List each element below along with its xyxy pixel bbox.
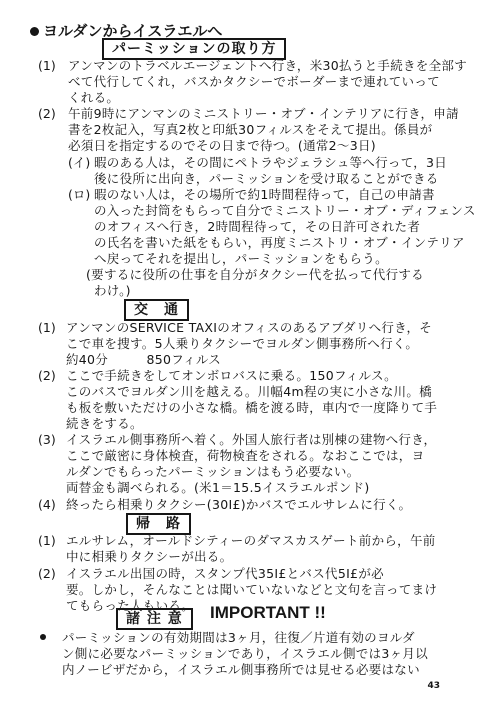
permit-sub-ro-line-2: の入った封筒をもらって自分でミニストリー・オブ・ディフェンス bbox=[94, 203, 476, 218]
section-title-return: 帰 路 bbox=[126, 513, 191, 535]
permit-sub-i-line-1: 暇のある人は，その間にペトラやジェラシュ等へ行って，3日 bbox=[94, 155, 448, 170]
return-item-2-num: (2) bbox=[38, 566, 56, 581]
section-title-permit: パーミッションの取り方 bbox=[102, 38, 286, 60]
heading-bullet-icon bbox=[30, 27, 39, 36]
transport-item-2-line-4: 続きをする。 bbox=[66, 416, 143, 431]
permit-item-1-num: (1) bbox=[38, 58, 56, 73]
transport-item-4-line-1: 終ったら相乗りタクシー(30I£)かバスでエルサレムに行く。 bbox=[66, 497, 412, 512]
page-number: 43 bbox=[427, 681, 440, 691]
permit-sub-ro-line-6: (要するに役所の仕事を自分がタクシー代を払って代行する bbox=[86, 267, 424, 282]
permit-sub-ro-line-3: のオフィスへ行き，2時間程待って，その日許可された者 bbox=[94, 219, 421, 234]
return-item-2-line-2: 要。しかし，そんなことは聞いていないなどと文句を言ってまけ bbox=[66, 582, 438, 597]
permit-sub-i-line-2: 後に役所に出向き，パーミッションを受け取ることができる bbox=[94, 171, 439, 186]
transport-item-3-line-4: 両替金も調べられる。(米1＝15.5イスラエルポンド) bbox=[66, 480, 370, 495]
notes-line-2: ン側に必要なパーミッションであり，イスラエル側では3ヶ月以 bbox=[62, 646, 429, 661]
transport-item-3-line-1: イスラエル側事務所へ着く。外国人旅行者は別棟の建物へ行き， bbox=[66, 432, 437, 447]
transport-item-3-line-3: ルダンでもらったパーミッションはもう必要ない。 bbox=[66, 464, 360, 479]
transport-item-1-line-1: アンマンのSERVICE TAXIのオフィスのあるアブダリへ行き，そ bbox=[66, 320, 433, 335]
notes-line-3: 内ノービザだから，イスラエル側事務所では見せる必要はない bbox=[62, 662, 420, 677]
transport-item-4-num: (4) bbox=[38, 497, 56, 512]
transport-item-1-line-3: 約40分 850フィルス bbox=[66, 352, 222, 367]
transport-item-2-line-2: このバスでヨルダン川を越える。川幅4m程の実に小さな川。橋 bbox=[66, 384, 432, 399]
permit-sub-ro-line-7: わけ。) bbox=[94, 283, 131, 298]
permit-item-1-line-3: くれる。 bbox=[68, 90, 120, 105]
transport-item-3-line-2: ここで厳密に身体検査，荷物検査をされる。なおここでは，ヨ bbox=[66, 448, 425, 463]
permit-sub-ro-line-4: の氏名を書いた紙をもらい，再度ミニストリ・オブ・インテリア bbox=[94, 235, 465, 250]
return-item-1-num: (1) bbox=[38, 533, 56, 548]
transport-item-3-num: (3) bbox=[38, 432, 56, 447]
notes-bullet-icon bbox=[40, 634, 46, 640]
notes-line-1: パーミッションの有効期間は3ヶ月，往復／片道有効のヨルダ bbox=[62, 630, 415, 645]
section-title-transport: 交 通 bbox=[124, 299, 189, 321]
heading-text: ヨルダンからイスラエルへ bbox=[43, 22, 223, 40]
return-item-1-line-2: 中に相乗りタクシーが出る。 bbox=[66, 549, 233, 564]
permit-item-2-line-1: 午前9時にアンマンのミニストリー・オブ・インテリアに行き，申請 bbox=[68, 106, 459, 121]
return-item-2-line-1: イスラエル出国の時，スタンプ代35I£とバス代5I£が必 bbox=[66, 566, 384, 581]
permit-item-2-line-3: 必須日を指定するのでその日まで待つ。(通常2～3日) bbox=[68, 138, 376, 153]
return-item-2-line-3: てもらった人もいる。 bbox=[66, 598, 195, 613]
permit-item-1-line-2: べて代行してくれ，バスかタクシーでボーダーまで連れていって bbox=[68, 74, 440, 89]
transport-item-2-num: (2) bbox=[38, 368, 56, 383]
permit-sub-ro-num: (ロ) bbox=[68, 187, 91, 202]
transport-item-2-line-3: も板を敷いただけの小さな橋。橋を渡る時，車内で一度降りて手 bbox=[66, 400, 438, 415]
transport-item-1-num: (1) bbox=[38, 320, 56, 335]
return-item-1-line-1: エルサレム，オールドシティーのダマスカスゲート前から，午前 bbox=[66, 533, 436, 548]
important-label: IMPORTANT !! bbox=[210, 603, 326, 622]
permit-sub-ro-line-5: へ戻ってそれを提出し，パーミッションをもらう。 bbox=[94, 251, 388, 266]
transport-item-1-line-2: こで車を捜す。5人乗りタクシーでヨルダン側事務所へ行く。 bbox=[66, 336, 419, 351]
permit-item-2-line-2: 書を2枚記入，写真2枚と印紙30フィルスをそえて提出。係員が bbox=[68, 122, 433, 137]
section-title-notes: 諸 注 意 bbox=[116, 608, 193, 630]
transport-item-2-line-1: ここで手続きをしてオンボロバスに乗る。150フィルス。 bbox=[66, 368, 397, 383]
permit-sub-ro-line-1: 暇のない人は，その場所で約1時間程待って，自己の申請書 bbox=[94, 187, 435, 202]
permit-sub-i-num: (イ) bbox=[68, 155, 91, 170]
permit-item-2-num: (2) bbox=[38, 106, 56, 121]
permit-item-1-line-1: アンマンのトラベルエージェントへ行き，米30払うと手続きを全部す bbox=[68, 58, 468, 73]
